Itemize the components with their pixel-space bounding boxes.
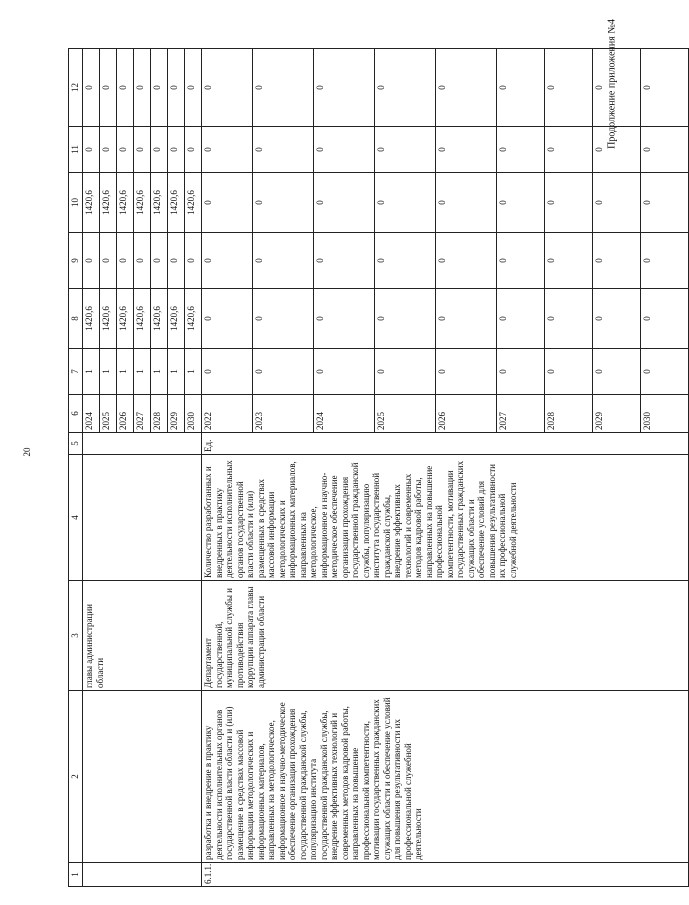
value-cell: 1420,6 (83, 289, 100, 349)
header-cell: 12 (69, 49, 83, 127)
value-cell: 0 (151, 233, 168, 289)
value-cell: 0 (314, 173, 375, 233)
executor-cell: главы администрации области (83, 581, 202, 691)
header-cell: 9 (69, 233, 83, 289)
value-cell: 1 (117, 349, 134, 395)
header-cell: 6 (69, 395, 83, 433)
value-cell: 1420,6 (134, 173, 151, 233)
value-cell: 1 (151, 349, 168, 395)
value-cell: 1420,6 (151, 173, 168, 233)
value-cell: 0 (497, 173, 545, 233)
value-cell: 0 (202, 349, 253, 395)
value-cell: 0 (314, 49, 375, 127)
table-row (202, 49, 253, 887)
value-cell: 1420,6 (185, 289, 202, 349)
value-cell: 0 (436, 289, 497, 349)
value-cell: 0 (100, 49, 117, 127)
value-cell: 0 (253, 289, 314, 349)
value-cell: 0 (151, 127, 168, 173)
value-cell: 1 (134, 349, 151, 395)
value-cell: 1420,6 (100, 173, 117, 233)
value-cell: 0 (375, 233, 436, 289)
value-cell: 0 (641, 49, 689, 127)
value-cell: 0 (202, 49, 253, 127)
year-cell: 2024 (83, 395, 100, 433)
value-cell: 0 (497, 289, 545, 349)
item-number: 6.1.1. (202, 863, 689, 887)
value-cell: 0 (185, 233, 202, 289)
header-cell: 11 (69, 127, 83, 173)
header-cell: 7 (69, 349, 83, 395)
value-cell: 0 (641, 233, 689, 289)
year-cell: 2025 (100, 395, 117, 433)
value-cell: 0 (253, 349, 314, 395)
program-table (68, 48, 689, 887)
value-cell: 0 (375, 349, 436, 395)
value-cell: 0 (375, 289, 436, 349)
year-cell: 2028 (151, 395, 168, 433)
value-cell: 0 (593, 349, 641, 395)
value-cell: 0 (436, 49, 497, 127)
year-cell: 2028 (545, 395, 593, 433)
table-row (83, 49, 100, 887)
value-cell: 1 (83, 349, 100, 395)
value-cell: 0 (545, 127, 593, 173)
value-cell: 0 (314, 349, 375, 395)
title-cell (83, 691, 202, 863)
year-cell: 2027 (497, 395, 545, 433)
value-cell: 0 (497, 349, 545, 395)
value-cell: 0 (641, 289, 689, 349)
header-cell: 5 (69, 433, 83, 455)
value-cell: 0 (253, 233, 314, 289)
value-cell: 0 (545, 349, 593, 395)
value-cell: 0 (134, 233, 151, 289)
value-cell: 0 (545, 289, 593, 349)
table-body (69, 49, 689, 887)
value-cell: 1420,6 (168, 173, 185, 233)
value-cell: 0 (641, 349, 689, 395)
header-cell: 1 (69, 863, 83, 887)
year-cell: 2024 (314, 395, 375, 433)
year-cell: 2029 (593, 395, 641, 433)
value-cell: 0 (185, 127, 202, 173)
value-cell: 0 (314, 289, 375, 349)
unit-cell (83, 433, 202, 455)
value-cell: 0 (168, 233, 185, 289)
value-cell: 0 (375, 127, 436, 173)
value-cell: 1420,6 (168, 289, 185, 349)
value-cell: 0 (117, 49, 134, 127)
year-cell: 2029 (168, 395, 185, 433)
value-cell: 0 (100, 127, 117, 173)
year-cell: 2023 (253, 395, 314, 433)
year-cell: 2026 (117, 395, 134, 433)
item-indicator: Количество разработанных и внедренных в практику деятельности исполнительных органов государственной власти области и (или) размещенных в средствах массовой информации методологических и информационных материалов, направленных на методологическое, информационное и научно-методическое обеспечение организации прохождения государственной гражданской службы, популяризацию института государственной гражданской службы, внедрение эффективных технологий и современных методов кадровой работы, направленных на повышение профессиональной компетентности, мотивации государственных гражданских служащих области и обеспечение условий для повышения результативности их профессиональной служебной деятельности (202, 455, 689, 581)
value-cell: 0 (641, 173, 689, 233)
value-cell: 0 (497, 233, 545, 289)
value-cell: 1420,6 (83, 173, 100, 233)
page-number: 20 (22, 447, 32, 457)
header-cell: 3 (69, 581, 83, 691)
value-cell: 0 (545, 173, 593, 233)
value-cell: 0 (168, 49, 185, 127)
value-cell: 1420,6 (134, 289, 151, 349)
value-cell: 0 (641, 127, 689, 173)
value-cell: 1420,6 (117, 173, 134, 233)
value-cell: 0 (436, 349, 497, 395)
value-cell: 0 (83, 127, 100, 173)
year-cell: 2026 (436, 395, 497, 433)
year-cell: 2022 (202, 395, 253, 433)
item-unit: Ед. (202, 433, 689, 455)
value-cell: 0 (436, 233, 497, 289)
value-cell: 0 (593, 289, 641, 349)
year-cell: 2030 (641, 395, 689, 433)
value-cell: 0 (253, 127, 314, 173)
value-cell: 0 (202, 127, 253, 173)
value-cell: 1 (185, 349, 202, 395)
value-cell: 0 (375, 49, 436, 127)
value-cell: 0 (593, 233, 641, 289)
value-cell: 0 (497, 127, 545, 173)
value-cell: 0 (545, 233, 593, 289)
value-cell: 0 (202, 289, 253, 349)
value-cell: 0 (151, 49, 168, 127)
value-cell: 0 (593, 49, 641, 127)
num-cell (83, 863, 202, 887)
value-cell: 0 (375, 173, 436, 233)
value-cell: 0 (134, 49, 151, 127)
value-cell: 0 (593, 173, 641, 233)
header-cell: 2 (69, 691, 83, 863)
value-cell: 0 (117, 127, 134, 173)
value-cell: 0 (117, 233, 134, 289)
value-cell: 0 (593, 127, 641, 173)
value-cell: 1420,6 (151, 289, 168, 349)
value-cell: 0 (185, 49, 202, 127)
continuation-note: Продолжение приложения №4 (606, 19, 618, 149)
value-cell: 0 (545, 49, 593, 127)
value-cell: 0 (436, 127, 497, 173)
value-cell: 1420,6 (117, 289, 134, 349)
value-cell: 0 (202, 173, 253, 233)
item-title: разработка и внедрение в практику деятельности исполнительных органов государственной власти области и (или) размещение в средствах массовой информации методологических и информационных материалов, направленных на методологическое, информационное и научно-методическое обеспечение организации прохождения государственной гражданской службы, популяризацию института государственной гражданской службы, внедрение эффективных технологий и современных методов кадровой работы, направленных на повышение профессиональной компетентности, мотивации государственных гражданских служащих области и обеспечение условий для повышения результативности их профессиональной служебной деятельности (202, 691, 689, 863)
value-cell: 0 (253, 173, 314, 233)
value-cell: 0 (168, 127, 185, 173)
year-cell: 2030 (185, 395, 202, 433)
value-cell: 1420,6 (100, 289, 117, 349)
value-cell: 0 (314, 233, 375, 289)
value-cell: 0 (134, 127, 151, 173)
value-cell: 1 (168, 349, 185, 395)
value-cell: 0 (253, 49, 314, 127)
year-cell: 2025 (375, 395, 436, 433)
value-cell: 0 (314, 127, 375, 173)
value-cell: 0 (202, 233, 253, 289)
value-cell: 0 (100, 233, 117, 289)
value-cell: 0 (497, 49, 545, 127)
header-row (69, 49, 83, 887)
header-cell: 4 (69, 455, 83, 581)
value-cell: 0 (83, 49, 100, 127)
header-cell: 8 (69, 289, 83, 349)
value-cell: 1420,6 (185, 173, 202, 233)
value-cell: 0 (436, 173, 497, 233)
value-cell: 1 (100, 349, 117, 395)
indicator-cell (83, 455, 202, 581)
year-cell: 2027 (134, 395, 151, 433)
item-executor: Департамент государственной, муниципальной службы и противодействия коррупции аппарата главы администрации области (202, 581, 689, 691)
header-cell: 10 (69, 173, 83, 233)
value-cell: 0 (83, 233, 100, 289)
